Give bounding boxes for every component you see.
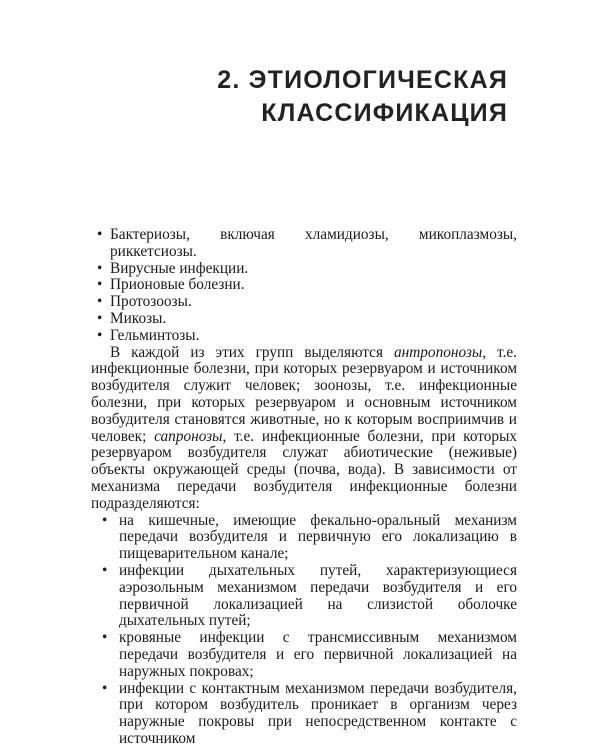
- infection-groups-list: [91, 227, 517, 345]
- chapter-heading-line-2: КЛАССИФИКАЦИЯ: [261, 99, 508, 127]
- classification-paragraph: [91, 345, 517, 513]
- list-item: • инфекции дыхательных путей, характеризующиеся аэрозольным механизмом передачи возбудителя и его первичной локализацией на слизистой оболочке дыхательных путей;: [99, 563, 517, 630]
- list-item: • кровяные инфекции с трансмиссивным механизмом передачи возбудителя и его первичной локализацией на наружных покровах;: [99, 630, 517, 680]
- list-item: • на кишечные, имеющие фекально-оральный механизм передачи возбудителя и первичную его локализацию в пищеварительном канале;: [99, 513, 517, 563]
- term-sapronoses: сапронозы: [154, 427, 223, 445]
- list-item: • Вирусные инфекции.: [91, 261, 517, 278]
- paragraph-text: , т.е. инфекционные болезни, при которых резервуаром и источником возбудителя служит человек; зоонозы, т.е. инфекционные болезни, при которых резервуаром и основным источником возбудителя становятся животные, но к которым восприимчив и человек;: [91, 343, 518, 445]
- chapter-heading: [217, 64, 508, 130]
- list-item: • Гельминтозы.: [91, 328, 517, 345]
- term-anthroponoses: антропонозы: [393, 343, 483, 361]
- list-item: • Протозоозы.: [91, 294, 517, 311]
- list-item: • Микозы.: [91, 311, 517, 328]
- page-body: [91, 227, 517, 748]
- chapter-heading-line-1: 2. ЭТИОЛОГИЧЕСКАЯ: [217, 66, 508, 94]
- list-item: • инфекции с контактным механизмом передачи возбудителя, при котором возбудитель проникает в организм через наружные покровы при непосредственном контакте с источником: [99, 681, 517, 748]
- list-item: • Бактериозы, включая хламидиозы, микоплазмозы, риккетсиозы.: [91, 227, 517, 261]
- transmission-types-list: [99, 513, 517, 748]
- paragraph-text: , т.е. инфекционные болезни, при которых резервуаром возбудителя служат абиотические (неживые) объекты окружающей среды (почва, вода). В зависимости от механизма передачи возбудителя инфекционные болезни подразделяются:: [91, 427, 517, 512]
- list-item: • Прионовые болезни.: [91, 277, 517, 294]
- paragraph-text: В каждой из этих групп выделяются: [110, 343, 394, 361]
